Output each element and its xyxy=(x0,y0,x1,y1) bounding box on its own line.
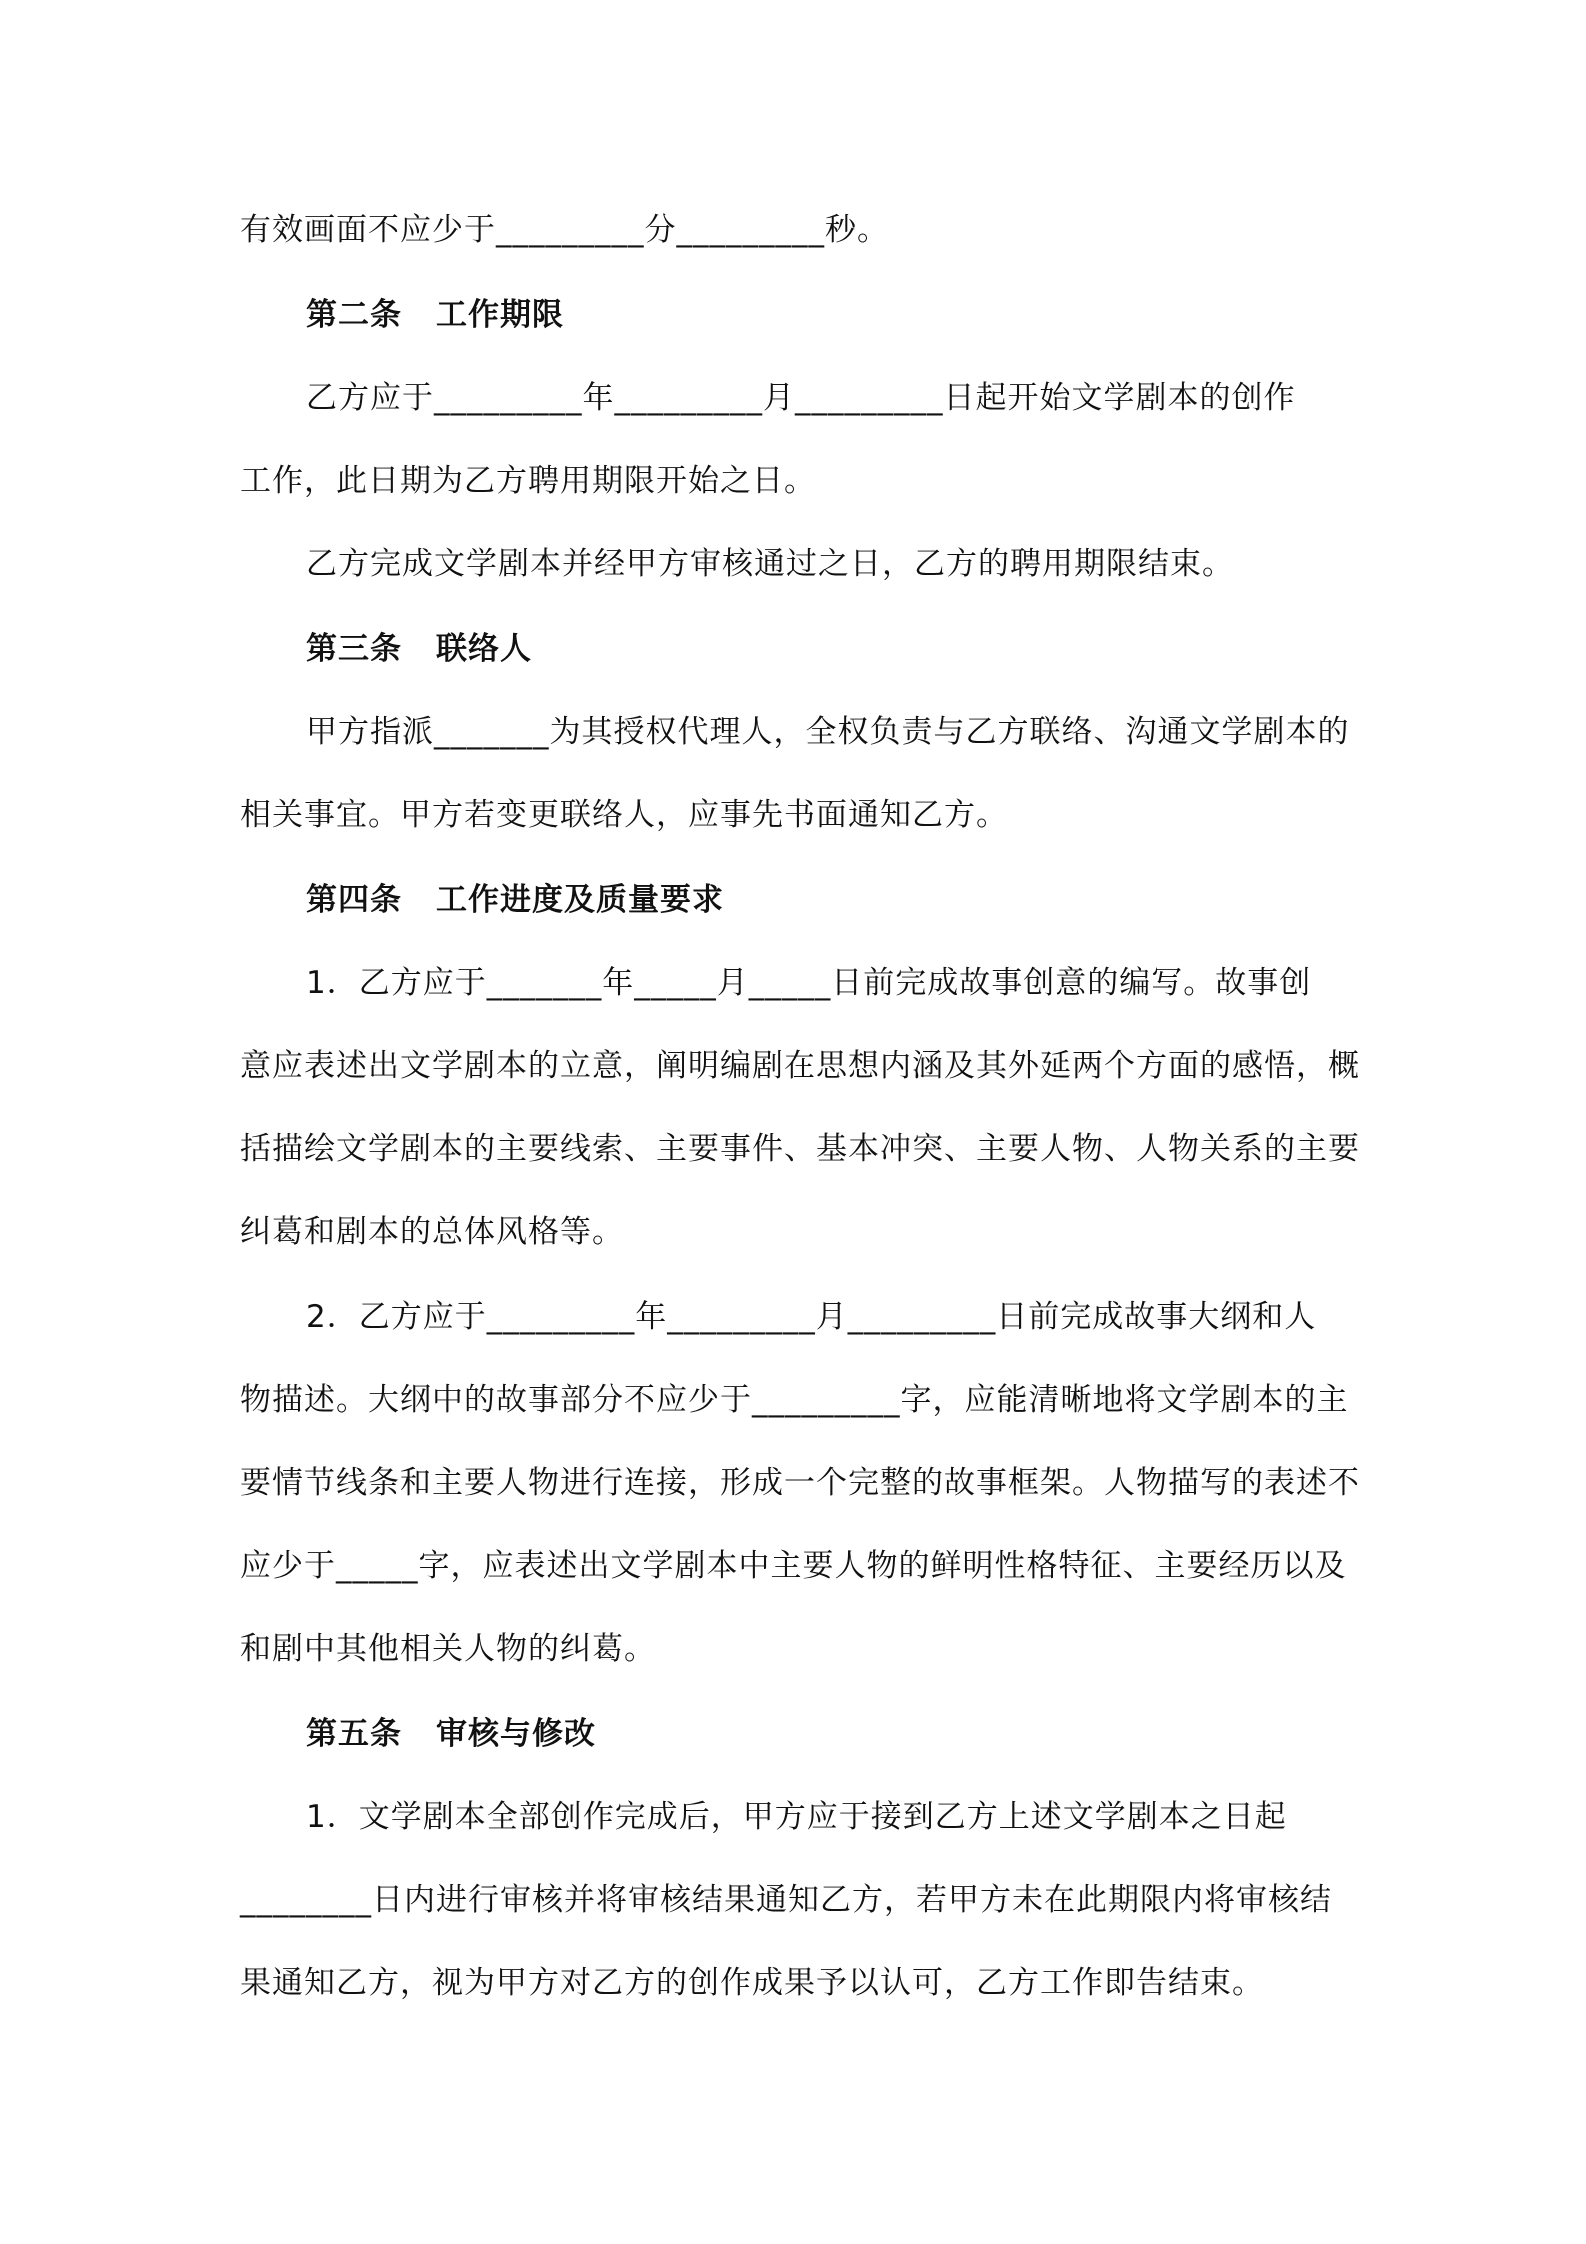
article-title: 工作期限 xyxy=(436,297,564,333)
paragraph-line: 应少于_____字，应表述出文学剧本中主要人物的鲜明性格特征、主要经历以及 xyxy=(240,1548,1347,1584)
paragraph-line: 乙方完成文学剧本并经甲方审核通过之日，乙方的聘用期限结束。 xyxy=(306,546,1234,582)
article-number: 第四条 xyxy=(306,882,402,918)
article-4-heading xyxy=(306,880,1360,920)
paragraph-line: 2．乙方应于_________年_________月_________日前完成故事大纲和人 xyxy=(306,1299,1317,1335)
paragraph-line: 果通知乙方，视为甲方对乙方的创作成果予以认可，乙方工作即告结束。 xyxy=(240,1965,1264,2001)
article-5-heading xyxy=(306,1714,1360,1754)
paragraph-line: 甲方指派_______为其授权代理人，全权负责与乙方联络、沟通文学剧本的 xyxy=(306,714,1350,750)
paragraph-line: 有效画面不应少于_________分_________秒。 xyxy=(240,212,889,248)
paragraph-line: 和剧中其他相关人物的纠葛。 xyxy=(240,1631,656,1667)
paragraph-line: 1．乙方应于_______年_____月_____日前完成故事创意的编写。故事创 xyxy=(306,965,1312,1001)
article-3-heading xyxy=(306,629,1360,669)
paragraph-line: 相关事宜。甲方若变更联络人，应事先书面通知乙方。 xyxy=(240,797,1008,833)
article-title: 联络人 xyxy=(436,631,532,667)
paragraph-line: 乙方应于_________年_________月_________日起开始文学剧本的创作 xyxy=(306,380,1296,416)
paragraph-line: 意应表述出文学剧本的立意，阐明编剧在思想内涵及其外延两个方面的感悟，概 xyxy=(240,1048,1360,1084)
paragraph-line: ________日内进行审核并将审核结果通知乙方，若甲方未在此期限内将审核结 xyxy=(240,1882,1332,1918)
article-2-heading xyxy=(306,295,1360,335)
article-number: 第二条 xyxy=(306,297,402,333)
article-number: 第五条 xyxy=(306,1716,402,1752)
paragraph-line: 工作，此日期为乙方聘用期限开始之日。 xyxy=(240,463,816,499)
paragraph-line: 1．文学剧本全部创作完成后，甲方应于接到乙方上述文学剧本之日起 xyxy=(306,1799,1287,1835)
paragraph-line: 纠葛和剧本的总体风格等。 xyxy=(240,1214,624,1250)
article-number: 第三条 xyxy=(306,631,402,667)
article-title: 工作进度及质量要求 xyxy=(436,882,724,918)
paragraph-line: 要情节线条和主要人物进行连接，形成一个完整的故事框架。人物描写的表述不 xyxy=(240,1465,1360,1501)
paragraph-line: 括描绘文学剧本的主要线索、主要事件、基本冲突、主要人物、人物关系的主要 xyxy=(240,1131,1360,1167)
paragraph-line: 物描述。大纲中的故事部分不应少于_________字，应能清晰地将文学剧本的主 xyxy=(240,1382,1349,1418)
article-title: 审核与修改 xyxy=(436,1716,596,1752)
